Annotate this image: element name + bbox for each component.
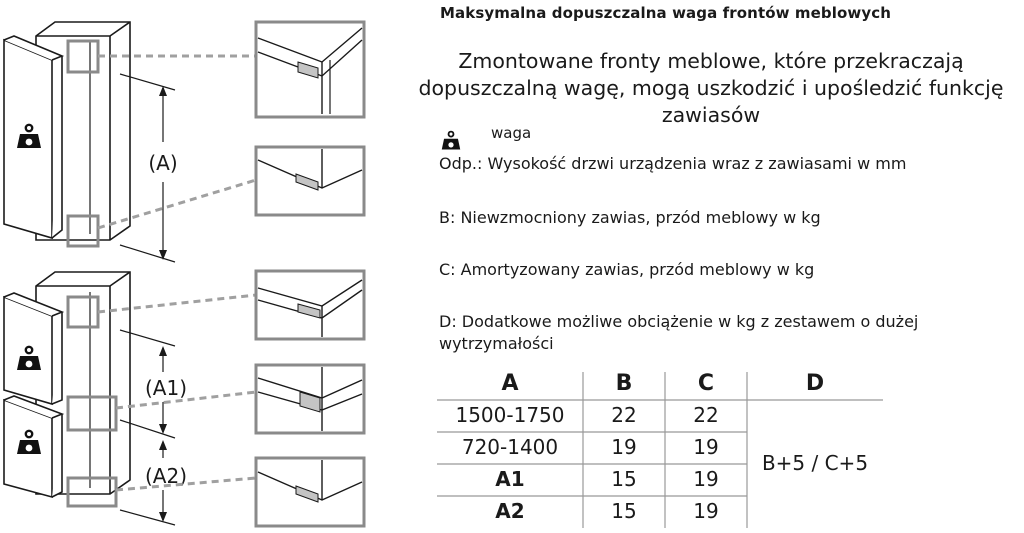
- table-header-d: D: [805, 371, 825, 396]
- table-cell-b: 15: [611, 467, 637, 491]
- detail-boxes: [256, 22, 364, 526]
- dimension-a-label: (A): [148, 151, 178, 175]
- table-cell-b: 15: [611, 499, 637, 523]
- table-cell-c: 19: [693, 467, 719, 491]
- table-cell-a: 1500-1750: [455, 403, 565, 427]
- table-cell-a: 720-1400: [461, 435, 559, 459]
- legend-a: Odp.: Wysokość drzwi urządzenia wraz z zawiasami w mm: [439, 154, 907, 173]
- table-cell-c: 19: [693, 499, 719, 523]
- table-header-b: B: [615, 371, 633, 396]
- table-cell-b: 19: [611, 435, 637, 459]
- installation-diagram: [0, 0, 440, 533]
- table-cell-a: A2: [495, 499, 525, 523]
- weight-icon: [441, 130, 461, 152]
- table-cell-b: 22: [611, 403, 637, 427]
- weight-table: [437, 370, 887, 530]
- detail-box-5: [256, 458, 364, 526]
- table-header-a: A: [501, 371, 519, 396]
- table-header-c: C: [697, 371, 715, 396]
- legend-b: B: Niewzmocniony zawias, przód meblowy w kg: [439, 208, 821, 227]
- table-cell-c: 19: [693, 435, 719, 459]
- detail-box-1: [256, 22, 364, 117]
- detail-box-3: [256, 271, 364, 339]
- dimension-a1-label: (A1): [144, 376, 188, 400]
- page-title: Maksymalna dopuszczalna waga frontów meblowych: [440, 4, 891, 22]
- weight-legend-label: waga: [491, 124, 532, 142]
- table-cell-c: 22: [693, 403, 719, 427]
- detail-box-4: [256, 365, 364, 433]
- legend-c: C: Amortyzowany zawias, przód meblowy w kg: [439, 260, 815, 279]
- dimension-a2-label: (A2): [144, 464, 188, 488]
- intro-text: Zmontowane fronty meblowe, które przekraczają dopuszczalną wagę, mogą uszkodzić i upośledzić funkcję zawiasów: [418, 49, 1004, 127]
- detail-box-2: [256, 147, 364, 215]
- table-cell-d-merged: B+5 / C+5: [761, 451, 869, 475]
- table-cell-a: A1: [495, 467, 525, 491]
- legend-d: D: Dodatkowe możliwe obciążenie w kg z zestawem o dużej wytrzymałości: [439, 312, 919, 353]
